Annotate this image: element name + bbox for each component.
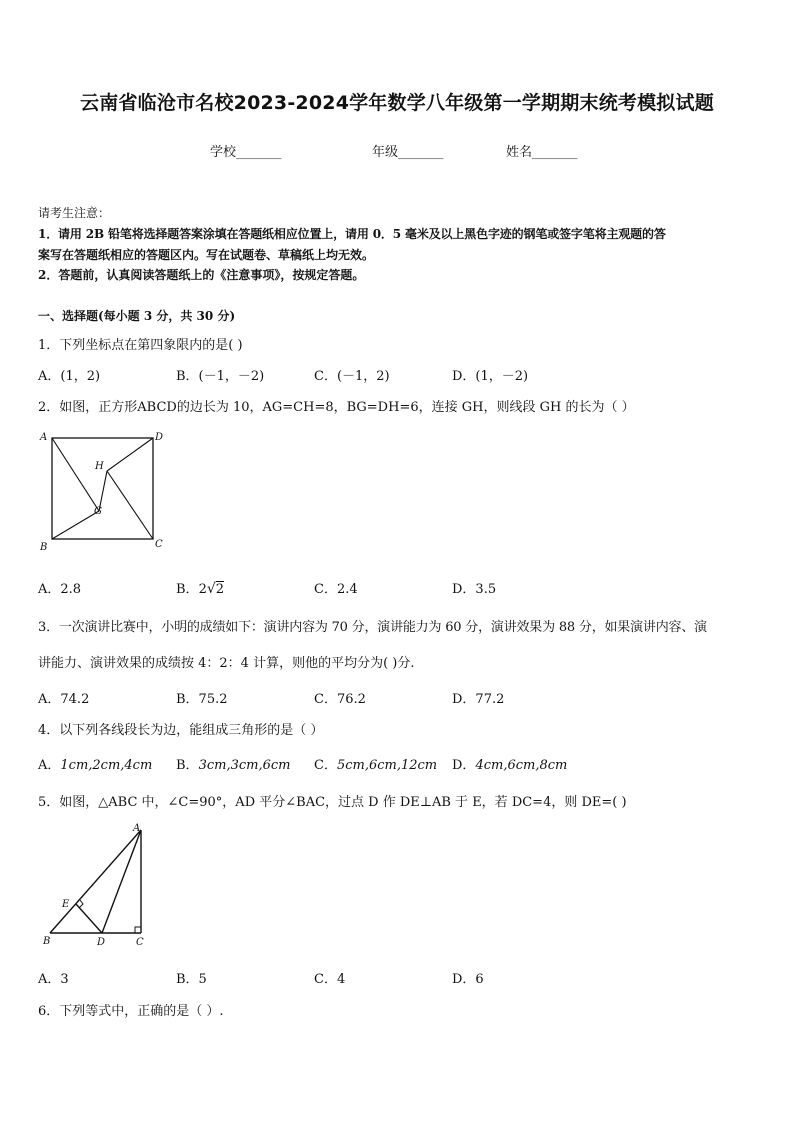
q4-option-b-prefix: B． — [176, 758, 199, 773]
q2-option-b-prefix: B． — [176, 582, 199, 597]
q4-option-c — [314, 754, 437, 773]
q1-stem: 1．下列坐标点在第四象限内的是( ) — [38, 338, 243, 353]
q5-label-e: E — [62, 899, 70, 910]
q2-label-g: G — [94, 506, 102, 517]
q1-option-d: D．(1，－2) — [452, 369, 529, 384]
q4-option-b — [176, 754, 290, 773]
q5-label-d: D — [97, 937, 106, 948]
q5-label-b: B — [43, 936, 51, 947]
q2-option-a: A．2.8 — [38, 582, 82, 597]
q3-option-d: D．77.2 — [452, 692, 505, 707]
grade-field: 年级_______ — [372, 145, 444, 160]
q2-label-b: B — [40, 542, 48, 553]
q2-label-d: D — [155, 432, 164, 443]
q5-label-a: A — [133, 823, 141, 834]
q4-option-a-value: 1cm,2cm,4cm — [60, 758, 153, 773]
q3-stem-line-2: 讲能力、演讲效果的成绩按 4：2：4 计算，则他的平均分为( )分. — [38, 656, 415, 671]
q4-option-c-value: 5cm,6cm,12cm — [336, 758, 438, 773]
q3-option-c: C．76.2 — [314, 692, 366, 707]
q2-option-b-coef: 2 — [198, 582, 207, 597]
q2-option-b — [176, 578, 224, 597]
q2-label-c: C — [155, 539, 163, 550]
sqrt-icon: √ — [206, 581, 216, 597]
q2-option-c: C．2.4 — [314, 582, 358, 597]
q5-option-a: A．3 — [38, 972, 69, 987]
q4-option-d-prefix: D． — [452, 758, 476, 773]
q2-stem: 2．如图，正方形ABCD的边长为 10，AG=CH=8，BG=DH=6，连接 GH，则线段 GH 的长为（ ） — [38, 400, 635, 415]
q2-option-b-radicand: 2 — [215, 582, 225, 597]
q4-option-c-prefix: C． — [314, 758, 337, 773]
q5-option-b: B．5 — [176, 972, 207, 987]
section-heading: 一、选择题(每小题 3 分，共 30 分) — [38, 309, 236, 323]
q1-option-a: A．(1，2) — [38, 369, 101, 384]
name-field: 姓名_______ — [506, 145, 578, 160]
page-title: 云南省临沧市名校2023-2024学年数学八年级第一学期期末统考模拟试题 — [80, 92, 714, 114]
notice-line-1b: 案写在答题纸相应的答题区内。写在试题卷、草稿纸上均无效。 — [38, 248, 375, 262]
q4-option-b-value: 3cm,3cm,6cm — [198, 758, 291, 773]
q4-option-d-value: 4cm,6cm,8cm — [475, 758, 568, 773]
q3-option-a: A．74.2 — [38, 692, 90, 707]
notice-heading: 请考生注意： — [38, 206, 111, 220]
q2-option-d: D．3.5 — [452, 582, 497, 597]
q5-stem: 5．如图，△ABC 中，∠C=90°，AD 平分∠BAC，过点 D 作 DE⊥AB 于 E，若 DC=4，则 DE=( ) — [38, 795, 627, 810]
q5-label-c: C — [136, 937, 144, 948]
q4-option-a-prefix: A． — [38, 758, 61, 773]
notice-line-1: 1．请用 2B 铅笔将选择题答案涂填在答题纸相应位置上，请用 0．5 毫米及以上黑色字迹的钢笔或签字笔将主观题的答 — [38, 227, 666, 241]
school-field: 学校_______ — [210, 145, 282, 160]
q4-option-d — [452, 754, 567, 773]
q5-option-c: C．4 — [314, 972, 346, 987]
q5-option-d: D．6 — [452, 972, 484, 987]
q2-label-h: H — [95, 461, 104, 472]
q3-stem-line-1: 3．一次演讲比赛中，小明的成绩如下：演讲内容为 70 分，演讲能力为 60 分，演讲效果为 88 分，如果演讲内容、演 — [38, 620, 707, 635]
q2-square-figure — [36, 428, 172, 556]
notice-line-2: 2．答题前，认真阅读答题纸上的《注意事项》，按规定答题。 — [38, 268, 365, 282]
q1-option-c: C．(－1，2) — [314, 369, 390, 384]
q3-option-b: B．75.2 — [176, 692, 228, 707]
q6-stem: 6．下列等式中，正确的是（ ）. — [38, 1004, 224, 1019]
q1-option-b: B．(－1，－2) — [176, 369, 265, 384]
q4-stem: 4．以下列各线段长为边，能组成三角形的是（ ） — [38, 723, 324, 738]
q2-label-a: A — [40, 432, 48, 443]
q4-option-a — [38, 754, 152, 773]
q5-triangle-figure — [36, 820, 156, 950]
